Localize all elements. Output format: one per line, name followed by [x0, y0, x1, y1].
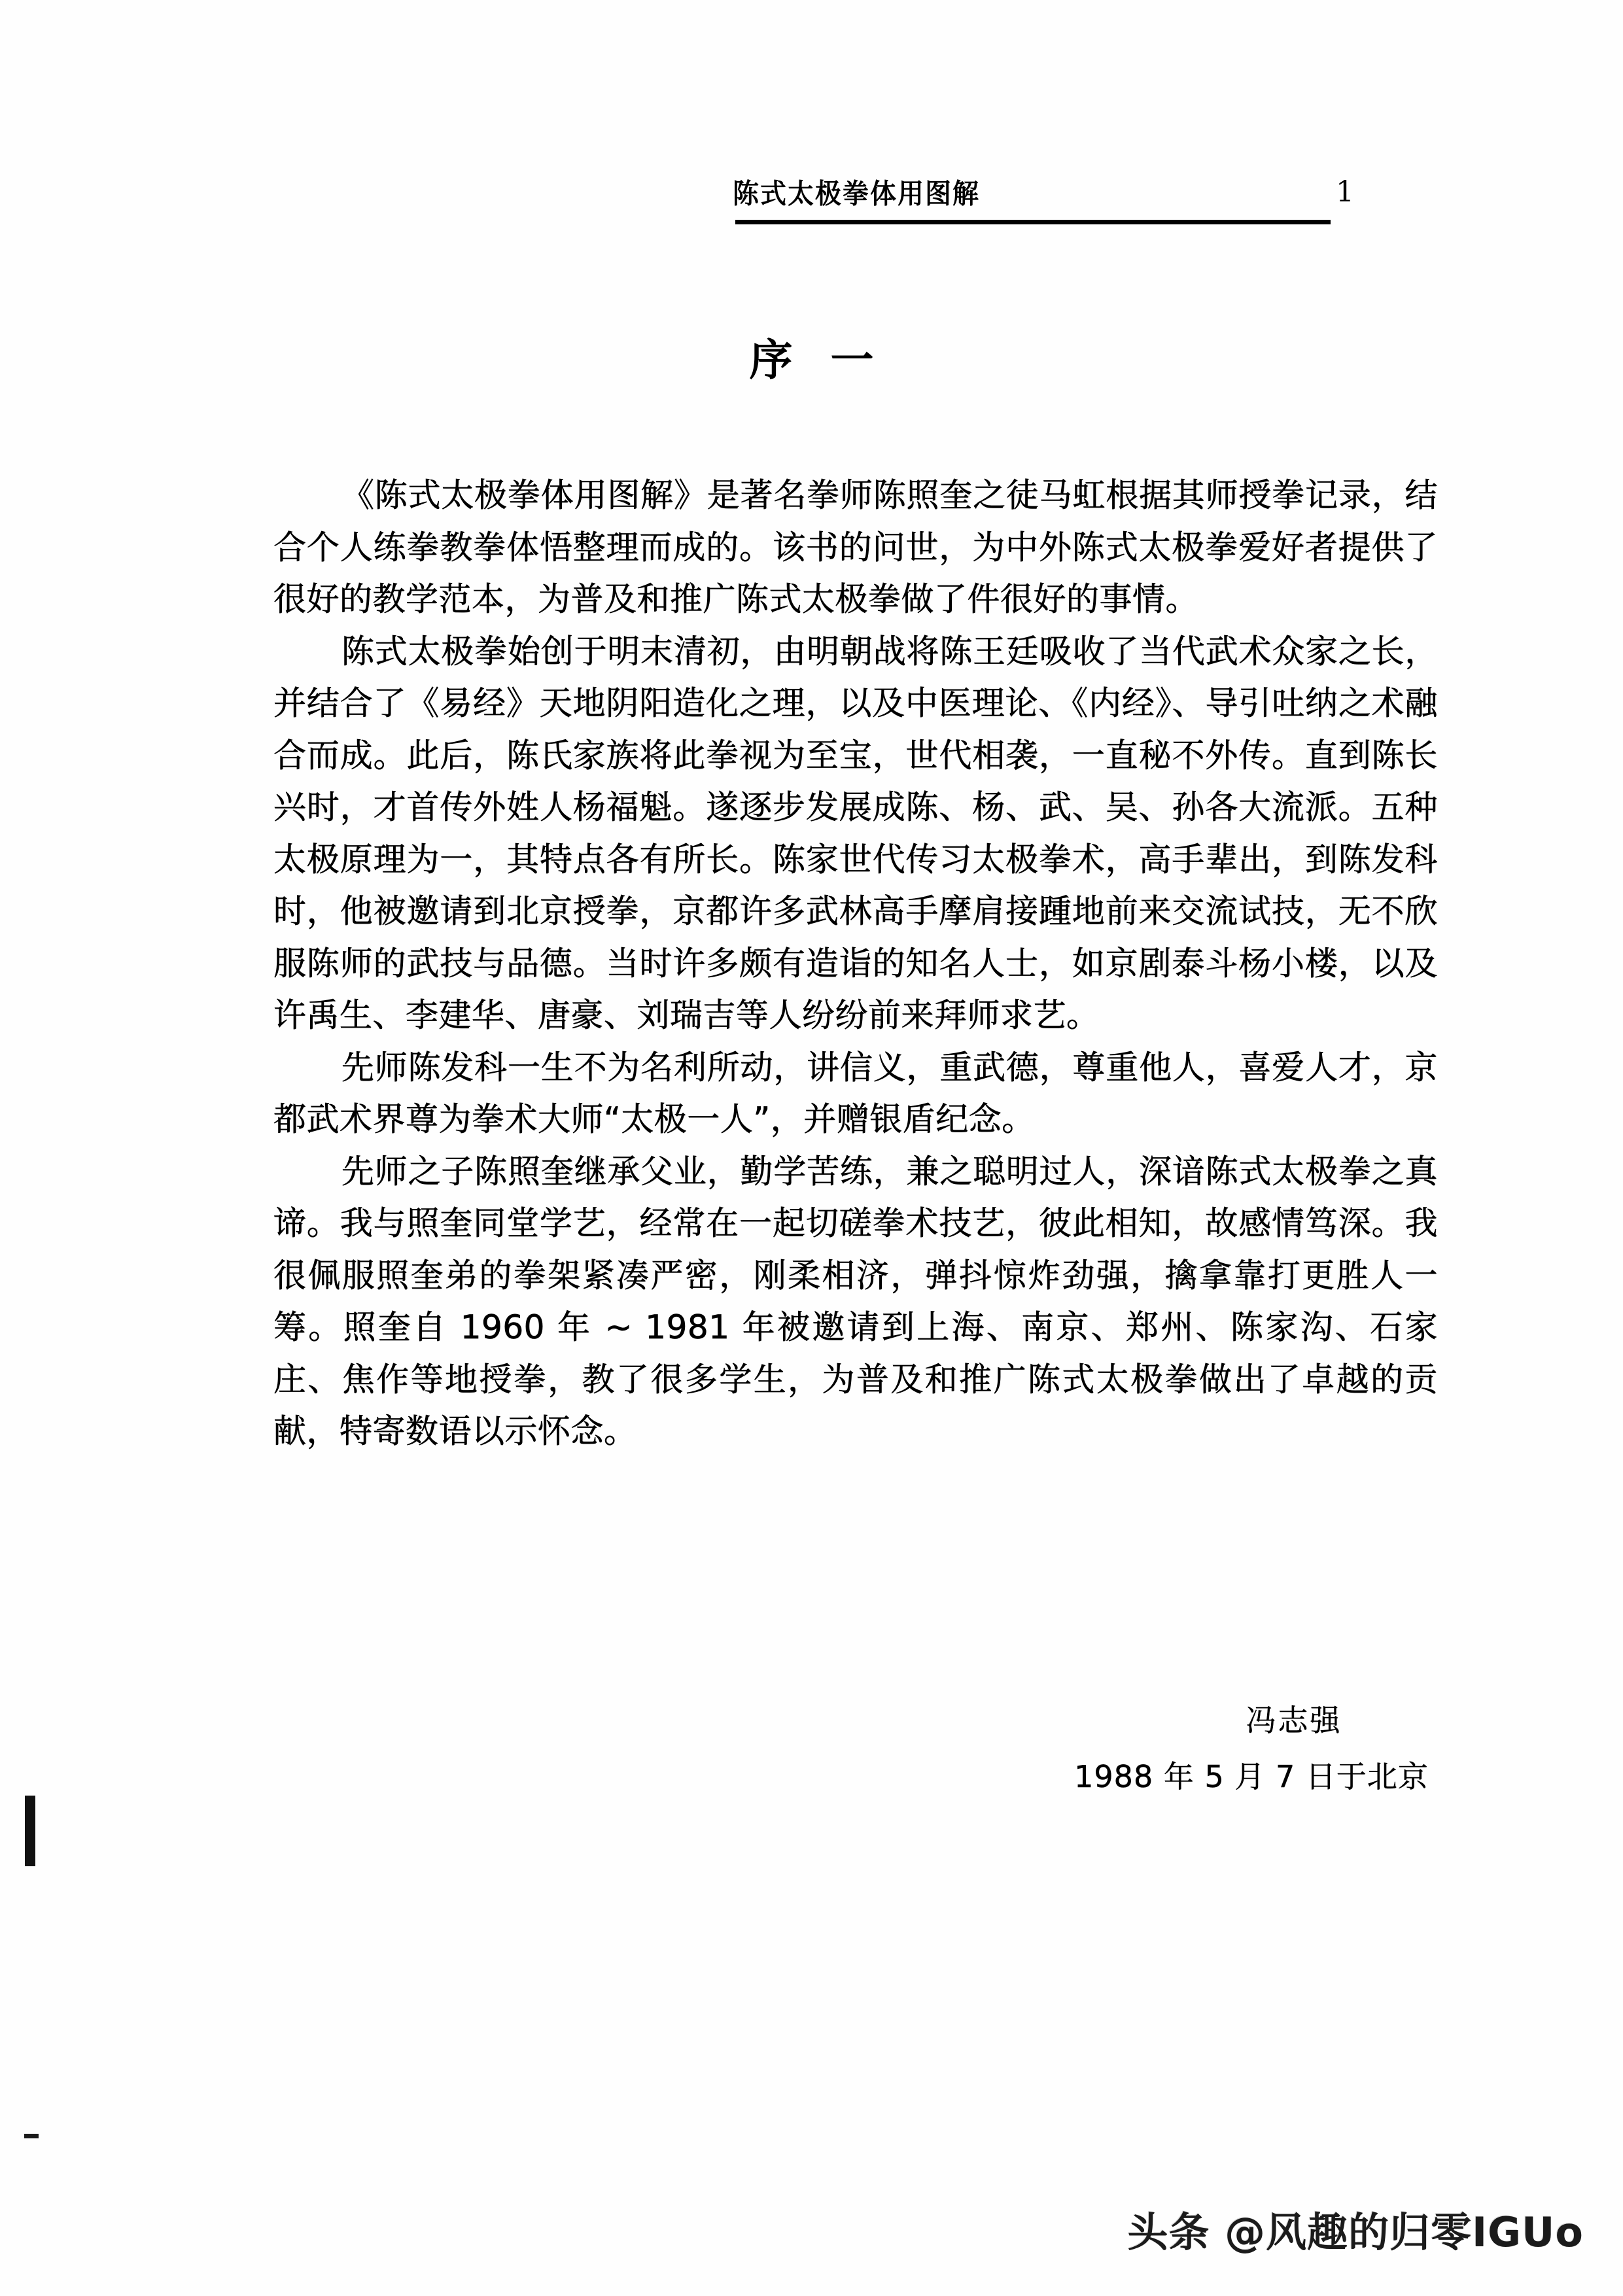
scan-artifact-bar	[25, 1796, 35, 1866]
running-header-book-title: 陈式太极拳体用图解	[733, 178, 980, 211]
running-header	[733, 175, 1354, 211]
signature-author-name: 冯志强	[1246, 1703, 1342, 1738]
page-title: 序一	[749, 335, 912, 385]
paragraph: 先师陈发科一生不为名利所动，讲信义，重武德，尊重他人，喜爱人才，京都武术界尊为拳术大师“太极一人”，并赠银盾纪念。	[273, 1048, 1438, 1138]
paragraph: 先师之子陈照奎继承父业，勤学苦练，兼之聪明过人，深谙陈式太极拳之真谛。我与照奎同堂学艺，经常在一起切磋拳术技艺，彼此相知，故感情笃深。我很佩服照奎弟的拳架紧凑严密，刚柔相济，弹抖惊炸劲强，擒拿靠打更胜人一筹。照奎自 1960 年 ~ 1981 年被邀请到上海、南京、郑州、陈家沟、石家庄、焦作等地授拳，教了很多学生，为普及和推广陈式太极拳做出了卓越的贡献，特寄数语以示怀念。	[273, 1152, 1438, 1450]
paragraph: 陈式太极拳始创于明末清初，由明朝战将陈王廷吸收了当代武术众家之长，并结合了《易经》天地阴阳造化之理，以及中医理论、《内经》、导引吐纳之术融合而成。此后，陈氏家族将此拳视为至宝，世代相袭，一直秘不外传。直到陈长兴时，才首传外姓人杨福魁。遂逐步发展成陈、杨、武、吴、孙各大流派。五种太极原理为一，其特点各有所长。陈家世代传习太极拳术，高手辈出，到陈发科时，他被邀请到北京授拳，京都许多武林高手摩肩接踵地前来交流试技，无不欣服陈师的武技与品德。当时许多颇有造诣的知名人士，如京剧泰斗杨小楼，以及许禹生、李建华、唐豪、刘瑞吉等人纷纷前来拜师求艺。	[273, 632, 1438, 1034]
watermark: 头条 @风趣的归零IGUo	[1127, 2208, 1584, 2256]
body-text-block	[273, 470, 1438, 1458]
page-number: 1	[1336, 175, 1354, 209]
header-rule	[735, 220, 1331, 224]
paragraph: 《陈式太极拳体用图解》是著名拳师陈照奎之徒马虹根据其师授拳记录，结合个人练拳教拳体悟整理而成的。该书的问世，为中外陈式太极拳爱好者提供了很好的教学范本，为普及和推广陈式太极拳做了件很好的事情。	[273, 476, 1438, 618]
signature-date-place: 1988 年 5 月 7 日于北京	[1074, 1758, 1429, 1794]
signature-block	[1074, 1702, 1435, 1796]
scan-artifact-dash	[24, 2134, 39, 2138]
